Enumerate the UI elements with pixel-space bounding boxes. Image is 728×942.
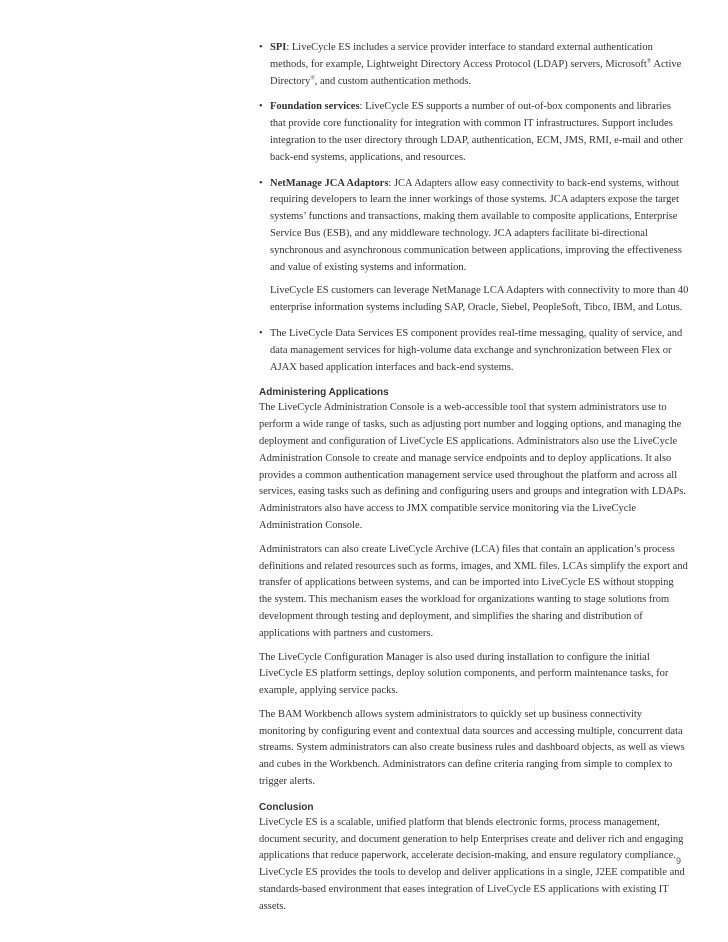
admin-paragraph: The LiveCycle Configuration Manager is also used during installation to configure the initial LiveCycle ES platform settings, deploy solution components, and perform maintenance tasks, for example, applying service packs. <box>259 651 669 697</box>
bullet-text: : LiveCycle ES includes a service provider interface to standard external authentication methods, for example, Lightweight Directory Access Protocol (LDAP) servers, Microsoft <box>270 42 653 70</box>
section-heading-conclusion: Conclusion <box>259 801 314 813</box>
bullet-term: NetManage JCA Adaptors <box>270 177 389 189</box>
bullet-text: Active Directory <box>270 58 682 87</box>
bullet-foundation-services <box>259 99 689 166</box>
bullet-text: , and custom authentication methods. <box>314 75 472 87</box>
registered-mark: ® <box>310 75 315 82</box>
bullet-text: : LiveCycle ES supports a number of out-of-box components and libraries that provide core functionality for integration with common IT infrastructures. Support includes integration to the user directory through LDAP, authentication, ECM, JMS, RMI, e-mail and other back-end systems, applications, and resources. <box>270 101 683 163</box>
registered-mark: ® <box>646 58 652 65</box>
bullet-netmanage-jca <box>259 176 689 277</box>
bullet-term: SPI <box>270 42 287 53</box>
section-heading-administering: Administering Applications <box>259 387 389 399</box>
admin-paragraph: The BAM Workbench allows system administrators to quickly set up business connectivity monitoring by configuring event and contextual data sources and accessing multiple, concurrent data streams. System administrators can also create business rules and dashboard objects, as well as views and cubes in the Workbench. Administrators can define criteria ranging from simple to complex to trigger alerts. <box>259 708 685 788</box>
admin-paragraph: The LiveCycle Administration Console is a web-accessible tool that system administrators use to perform a wide range of tasks, such as adjusting port number and logging options, and managing the deployment and configuration of LiveCycle ES applications. Administrators also use the LiveCycle Administration Console to create and manage service endpoints and to deploy applications. It also provides a common authentication management service used throughout the platform and across all services, easing tasks such as defining and configuring users and groups and integration with LDAPs. Administrators also have access to JMX compatible service monitoring via the LiveCycle Administration Console. <box>259 402 686 531</box>
bullet-term: Foundation services <box>270 101 360 113</box>
page-number: 9 <box>676 856 682 866</box>
bullet-text: The LiveCycle Data Services ES component provides real-time messaging, quality of service, and data management services for high-volume data exchange and synchronization between Flex or AJAX based application interfaces and back-end systems. <box>270 327 683 373</box>
bullet-data-services <box>259 326 689 376</box>
bullet-spi <box>259 40 689 90</box>
document-body <box>259 40 689 916</box>
bullet-followup-paragraph: LiveCycle ES customers can leverage NetManage LCA Adapters with connectivity to more than 40 enterprise information systems including SAP, Oracle, Siebel, PeopleSoft, Tibco, IBM, and Lotus. <box>270 285 689 314</box>
bullet-text: : JCA Adapters allow easy connectivity to back-end systems, without requiring developers to learn the inner workings of those systems. JCA adapters expose the target systems’ functions and transactions, making them available to composite applications, Enterprise Service Bus (ESB), and any middleware technology. JCA adapters facilitate bi-directional synchronous and asynchronous communication between applications, improving the effectiveness and value of existing systems and information. <box>270 177 682 273</box>
admin-paragraph: Administrators can also create LiveCycle Archive (LCA) files that contain an application’s process definitions and related resources such as forms, images, and XML files. LCAs simplify the export and transfer of applications between systems, and can be imported into LiveCycle ES without stopping the system. This mechanism eases the workload for organizations wanting to stage solutions from development through testing and deployment, and simplifies the sharing and distribution of applications with partners and customers. <box>259 543 688 639</box>
conclusion-paragraph: LiveCycle ES is a scalable, unified platform that blends electronic forms, process management, document security, and document generation to help Enterprises create and deliver rich and engaging applications that reduce paperwork, accelerate decision-making, and ensure regulatory compliance. LiveCycle ES provides the tools to develop and deliver applications in a single, J2EE compatible and standards-based environment that eases integration of LiveCycle ES applications with existing IT assets. <box>259 816 685 912</box>
